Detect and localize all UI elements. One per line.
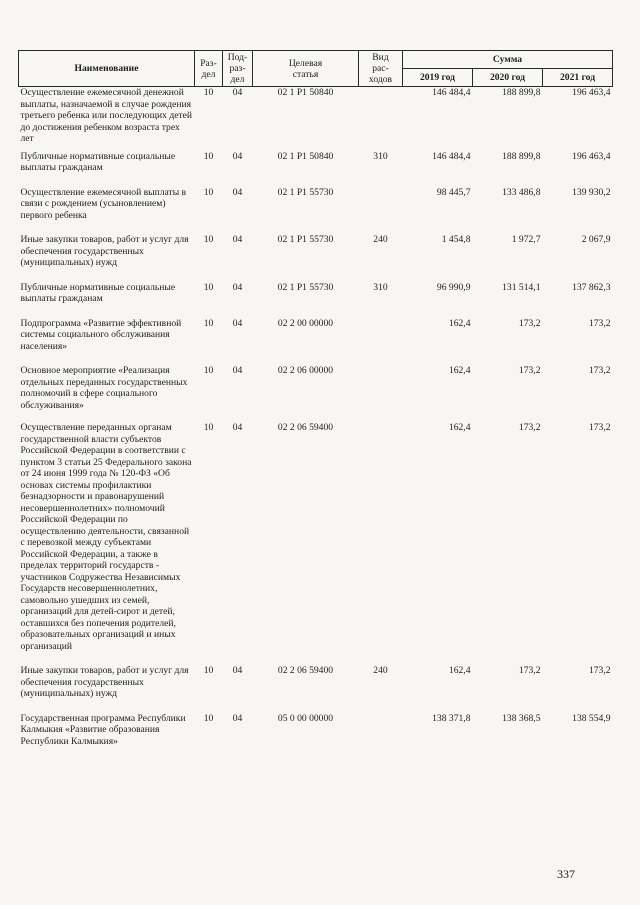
row-subsection-cell: 04: [232, 281, 243, 293]
row-target-cell: 02 1 P1 50840: [277, 150, 334, 162]
row-subsection-cell: 04: [232, 422, 243, 433]
row-subsection-cell: 04: [232, 186, 243, 198]
row-subsection-cell: 04: [232, 317, 243, 329]
row-section-cell: 10: [203, 150, 214, 162]
row-section-cell: 10: [203, 186, 214, 198]
row-section-cell: 10: [203, 234, 214, 245]
row-expense-type-cell: [359, 318, 403, 366]
row-name-cell: Публичные нормативные социальные выплаты гражданам: [20, 281, 176, 304]
row-target-cell: 02 1 P1 50840: [277, 87, 334, 98]
row-name-cell: Осуществление переданных органам государственной власти субъектов Российской Федерации в соответствии с пунктом 3 статьи 25 Федерального закона от 24 июня 1999 года № 120-ФЗ «Об основах системы профилактики безнадзорности и правонарушений несовершеннолетних» полномочий Российской Федерации по осуществлению деятельности, связанной с перевозкой между субъектами Российской Федерации, а также в пределах территорий государств - участников Содружества Независимых Государств несовершеннолетних, самовольно ушедших из семей, организаций для детей-сирот и детей, оставшихся без попечения родителей, образовательных организаций и иных организаций: [20, 422, 192, 652]
row-sum-2019-cell: 162,4: [448, 665, 471, 676]
row-subsection-cell: 04: [232, 665, 243, 676]
table-row: [19, 665, 613, 713]
row-subsection-cell: 04: [232, 234, 243, 245]
row-sum-2019-cell: 98 445,7: [436, 186, 471, 198]
row-expense-type-cell: 310: [373, 150, 388, 162]
row-sum-2021-cell: 173,2: [588, 422, 611, 433]
row-sum-2021-cell: 139 930,2: [572, 186, 611, 198]
row-sum-2020-cell: 173,2: [518, 665, 541, 676]
row-name-cell: Осуществление ежемесячной выплаты в связи с рождением (усыновлением) первого ребенка: [20, 186, 187, 221]
row-target-cell: 02 2 06 59400: [277, 422, 334, 433]
row-sum-2020-cell: 133 486,8: [502, 186, 541, 198]
row-section-cell: 10: [203, 87, 214, 98]
row-sum-2021-cell: 2 067,9: [581, 234, 611, 245]
row-expense-type-cell: [359, 422, 403, 665]
row-section-cell: 10: [203, 317, 214, 329]
row-sum-2020-cell: 131 514,1: [502, 281, 541, 293]
row-target-cell: 02 2 06 59400: [277, 665, 334, 676]
row-sum-2021-cell: 196 463,4: [572, 150, 611, 162]
header-year-2021: 2021 год: [543, 69, 613, 87]
table-row: [19, 422, 613, 665]
header-year-2019: 2019 год: [403, 69, 473, 87]
row-name-cell: Государственная программа Республики Калмыкия «Развитие образования Республики Калмыкия»: [20, 712, 186, 747]
row-sum-2020-cell: 188 899,8: [502, 87, 541, 98]
row-sum-2019-cell: 162,4: [448, 317, 471, 329]
row-sum-2021-cell: 173,2: [588, 665, 611, 676]
table-row: [19, 187, 613, 235]
row-sum-2020-cell: 138 368,5: [502, 712, 541, 724]
row-target-cell: 02 1 P1 55730: [277, 281, 334, 293]
row-expense-type-cell: [359, 187, 403, 235]
table-row: [19, 234, 613, 282]
row-name-cell: Основное мероприятие «Реализация отдельных переданных государственных полномочий в сфере социального обслуживания»: [20, 365, 188, 411]
row-subsection-cell: 04: [232, 365, 243, 376]
row-sum-2020-cell: 173,2: [518, 317, 541, 329]
row-section-cell: 10: [203, 281, 214, 293]
table-row: [19, 713, 613, 748]
header-expense-type: Вид рас- ходов: [359, 51, 403, 87]
row-sum-2020-cell: 173,2: [518, 422, 541, 433]
row-target-cell: 02 2 06 00000: [277, 365, 334, 376]
row-subsection-cell: 04: [232, 150, 243, 162]
header-subsection: Под- раз- дел: [223, 51, 253, 87]
row-name-cell: Осуществление ежемесячной денежной выплаты, назначаемой в случае рождения третьего ребенка или последующих детей до достижения ребенком возраста трех лет: [20, 87, 193, 144]
row-sum-2020-cell: 173,2: [518, 365, 541, 376]
page-number: 337: [557, 867, 575, 881]
row-target-cell: 05 0 00 00000: [277, 712, 334, 724]
row-section-cell: 10: [203, 712, 214, 724]
row-name-cell: Подпрограмма «Развитие эффективной системы социального обслуживания населения»: [20, 317, 182, 352]
row-sum-2021-cell: 173,2: [588, 317, 611, 329]
row-sum-2019-cell: 138 371,8: [432, 712, 471, 724]
table-row: [19, 318, 613, 366]
row-name-cell: Иные закупки товаров, работ и услуг для обеспечения государственных (муниципальных) нужд: [20, 234, 189, 268]
budget-table: [18, 50, 613, 747]
row-expense-type-cell: [359, 87, 403, 151]
row-sum-2019-cell: 1 454,8: [441, 234, 471, 245]
row-sum-2020-cell: 188 899,8: [502, 150, 541, 162]
row-target-cell: 02 1 P1 55730: [277, 234, 334, 245]
row-subsection-cell: 04: [232, 712, 243, 724]
header-sum: Сумма: [403, 51, 613, 69]
table-body: [19, 87, 613, 748]
row-expense-type-cell: 240: [373, 665, 388, 676]
table-row: [19, 151, 613, 187]
table-row: [19, 87, 613, 151]
row-expense-type-cell: [359, 713, 403, 748]
row-sum-2021-cell: 196 463,4: [572, 87, 611, 98]
table-row: [19, 282, 613, 318]
table-row: [19, 365, 613, 422]
row-expense-type-cell: 240: [373, 234, 388, 245]
row-section-cell: 10: [203, 365, 214, 376]
row-section-cell: 10: [203, 665, 214, 676]
row-sum-2019-cell: 96 990,9: [436, 281, 471, 293]
row-sum-2021-cell: 137 862,3: [572, 281, 611, 293]
row-target-cell: 02 2 00 00000: [277, 317, 334, 329]
row-sum-2019-cell: 162,4: [448, 422, 471, 433]
row-sum-2019-cell: 146 484,4: [432, 150, 471, 162]
row-sum-2021-cell: 138 554,9: [572, 712, 611, 724]
row-expense-type-cell: [359, 365, 403, 422]
row-sum-2021-cell: 173,2: [588, 365, 611, 376]
header-year-2020: 2020 год: [473, 69, 543, 87]
row-section-cell: 10: [203, 422, 214, 433]
row-sum-2019-cell: 162,4: [448, 365, 471, 376]
row-subsection-cell: 04: [232, 87, 243, 98]
header-section: Раз- дел: [195, 51, 223, 87]
row-name-cell: Публичные нормативные социальные выплаты гражданам: [20, 150, 176, 173]
header-name: Наименование: [19, 51, 195, 87]
row-sum-2019-cell: 146 484,4: [432, 87, 471, 98]
row-name-cell: Иные закупки товаров, работ и услуг для обеспечения государственных (муниципальных) нужд: [20, 665, 189, 699]
row-sum-2020-cell: 1 972,7: [511, 234, 541, 245]
row-target-cell: 02 1 P1 55730: [277, 186, 334, 198]
row-expense-type-cell: 310: [373, 281, 388, 293]
table-header: [19, 51, 613, 87]
header-target: Целевая статья: [253, 51, 359, 87]
